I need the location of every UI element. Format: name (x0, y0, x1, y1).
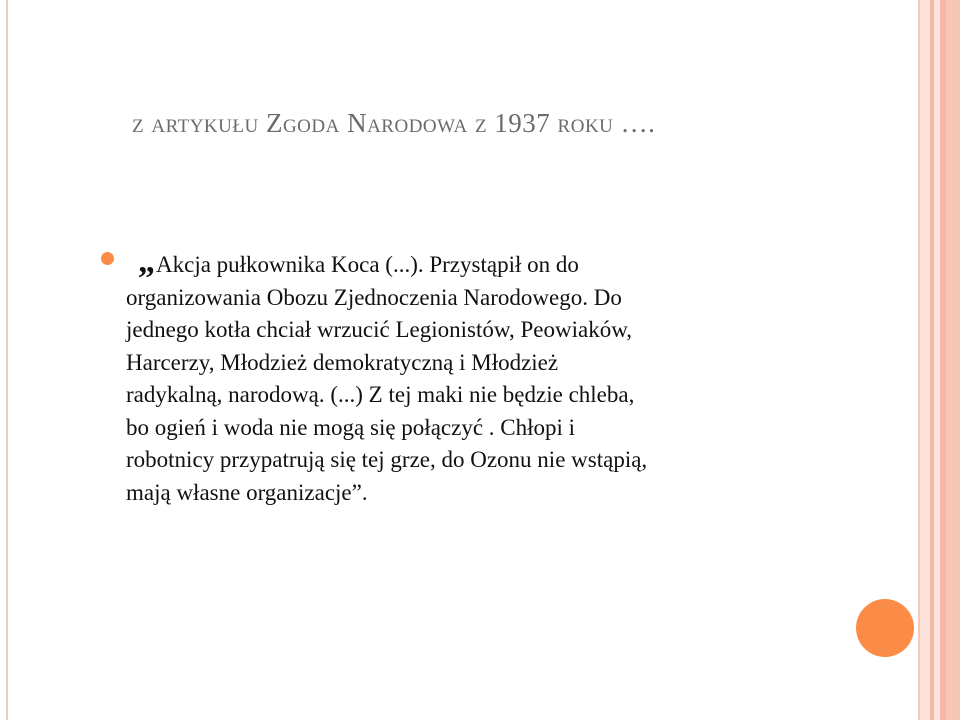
quote-line (126, 243, 866, 282)
bullet-icon (101, 252, 114, 265)
decorative-stripe (946, 0, 960, 720)
quote-line: radykalną, narodową. (...) Z tej maki nie będzie chleba, (126, 382, 635, 407)
quote-line: bo ogień i woda nie mogą się połączyć . Chłopi i (126, 414, 576, 440)
slide-title: z artykułu Zgoda Narodowa z 1937 roku …. (132, 108, 656, 138)
decorative-stripe (920, 0, 930, 720)
quote-line: jednego kotła chciał wrzucić Legionistów, Peowiaków, (126, 317, 633, 342)
quote-line: Harcerzy, Młodzież demokratyczną i Młodzież (126, 349, 559, 375)
quote-paragraph (126, 243, 866, 509)
quote-line-text: Akcja pułkownika Koca (...). Przystąpił on do (156, 252, 579, 277)
decorative-circle (856, 599, 914, 657)
quote-line: robotnicy przypatrują się tej grze, do Ozonu nie wstąpią, (126, 447, 648, 472)
quote-line: organizowania Obozu Zjednoczenia Narodowego. Do (126, 284, 622, 310)
opening-quote-mark: „ (138, 243, 153, 280)
quote-line: mają własne organizacje”. (126, 479, 368, 505)
